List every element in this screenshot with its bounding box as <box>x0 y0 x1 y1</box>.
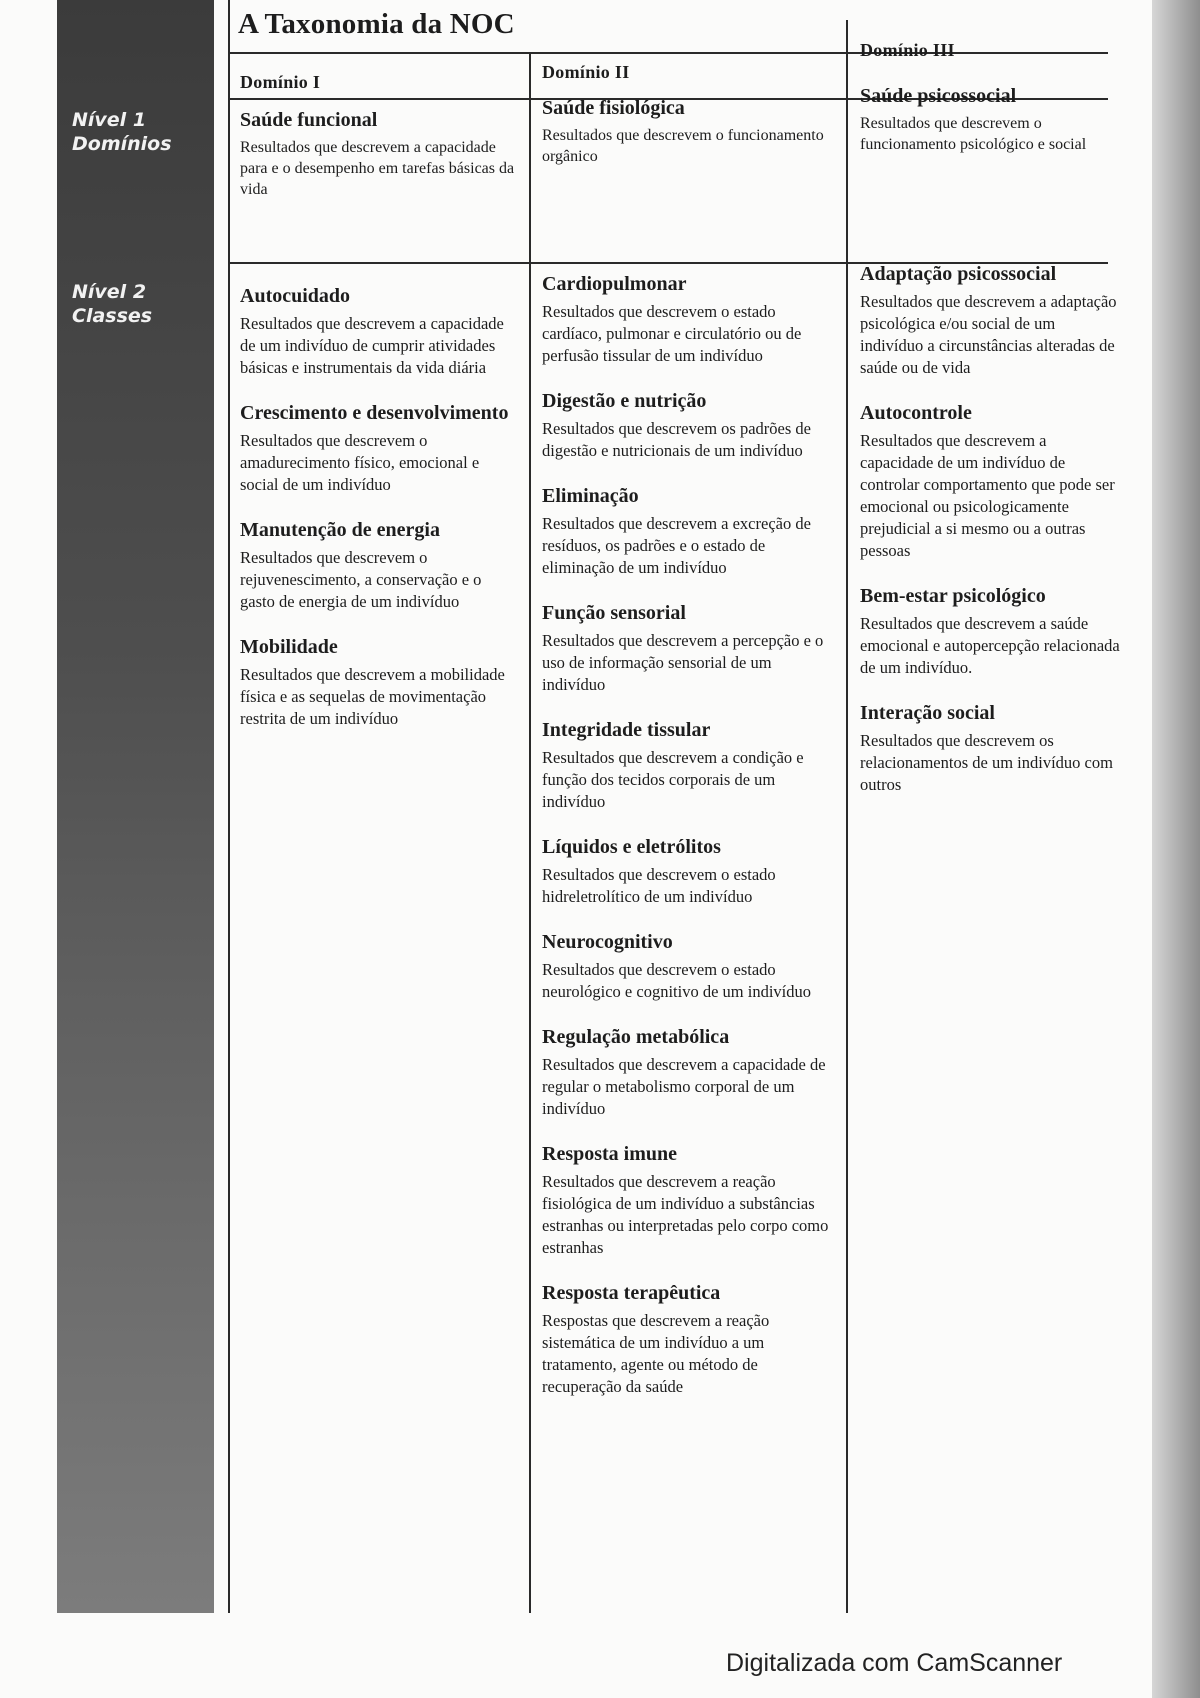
domain-2-header: Domínio II <box>542 62 630 82</box>
class-entry <box>240 284 518 379</box>
class-entry <box>542 601 834 696</box>
class-name: Regulação metabólica <box>542 1026 730 1048</box>
domain-1-name: Saúde funcional <box>240 109 378 131</box>
domain-2-classes <box>542 272 834 1420</box>
class-name: Autocontrole <box>860 402 972 424</box>
class-description: Resultados que descrevem o rejuvenescimento, a conservação e o gasto de energia de um indivíduo <box>240 548 482 611</box>
class-name: Manutenção de energia <box>240 519 440 541</box>
class-name: Autocuidado <box>240 285 351 307</box>
class-description: Resultados que descrevem o amadurecimento físico, emocional e social de um indivíduo <box>240 431 480 494</box>
class-entry <box>542 389 834 462</box>
taxonomy-table <box>228 0 1152 1613</box>
domain-1-cell <box>240 108 515 200</box>
level-1-number: Nível 1 <box>72 109 147 131</box>
page-title: A Taxonomia da NOC <box>238 8 515 40</box>
class-description: Resultados que descrevem o estado cardíaco, pulmonar e circulatório ou de perfusão tissular de um indivíduo <box>542 302 802 365</box>
page-edge-shadow <box>1152 0 1200 1698</box>
class-name: Interação social <box>860 702 995 724</box>
class-name: Integridade tissular <box>542 719 711 741</box>
class-description: Resultados que descrevem a reação fisiológica de um indivíduo a substâncias estranhas ou interpretadas pelo corpo como estranhas <box>542 1172 829 1257</box>
scanner-watermark: Digitalizada com CamScanner <box>726 1649 1063 1677</box>
class-name: Eliminação <box>542 485 639 507</box>
class-entry <box>240 401 518 496</box>
class-description: Resultados que descrevem a capacidade de um indivíduo de cumprir atividades básicas e instrumentais da vida diária <box>240 314 504 377</box>
domain-3-header: Domínio III <box>860 40 955 60</box>
domain-2-description: Resultados que descrevem o funcionamento orgânico <box>542 127 824 165</box>
class-description: Resultados que descrevem os padrões de digestão e nutricionais de um indivíduo <box>542 419 811 460</box>
class-entry <box>542 1281 834 1398</box>
class-entry <box>240 635 518 730</box>
class-entry <box>542 930 834 1003</box>
class-name: Crescimento e desenvolvimento <box>240 402 509 424</box>
class-entry <box>542 1025 834 1120</box>
column-divider-2 <box>846 20 848 1613</box>
level-1-label <box>72 108 172 156</box>
class-entry <box>860 262 1122 379</box>
column-divider-1 <box>529 52 531 1613</box>
class-description: Resultados que descrevem a mobilidade física e as sequelas de movimentação restrita de um indivíduo <box>240 665 505 728</box>
class-entry <box>542 1142 834 1259</box>
domain-3-name: Saúde psicossocial <box>860 85 1017 107</box>
class-entry <box>240 518 518 613</box>
class-description: Resultados que descrevem a percepção e o uso de informação sensorial de um indivíduo <box>542 631 824 694</box>
title-rule <box>228 52 1108 54</box>
class-description: Resultados que descrevem os relacionamentos de um indivíduo com outros <box>860 731 1113 794</box>
class-description: Resultados que descrevem a excreção de resíduos, os padrões e o estado de eliminação de um indivíduo <box>542 514 811 577</box>
domain-3-classes <box>860 262 1122 818</box>
class-description: Resultados que descrevem a condição e função dos tecidos corporais de um indivíduo <box>542 748 804 811</box>
domain-1-header: Domínio I <box>240 72 321 92</box>
class-name: Líquidos e eletrólitos <box>542 836 721 858</box>
class-entry <box>860 701 1122 796</box>
class-entry <box>542 718 834 813</box>
class-entry <box>542 484 834 579</box>
class-entry <box>542 835 834 908</box>
class-name: Cardiopulmonar <box>542 273 687 295</box>
domain-2-cell <box>542 96 832 167</box>
class-description: Resultados que descrevem a adaptação psicológica e/ou social de um indivíduo a circunstâncias alteradas de saúde ou de vida <box>860 292 1117 377</box>
class-name: Função sensorial <box>542 602 686 624</box>
class-name: Resposta terapêutica <box>542 1282 721 1304</box>
level-2-name: Classes <box>72 305 153 327</box>
class-name: Bem-estar psicológico <box>860 585 1046 607</box>
class-description: Resultados que descrevem a capacidade de regular o metabolismo corporal de um indivíduo <box>542 1055 826 1118</box>
level-2-number: Nível 2 <box>72 281 147 303</box>
class-entry <box>860 401 1122 562</box>
domain-1-description: Resultados que descrevem a capacidade para e o desempenho em tarefas básicas da vida <box>240 139 515 198</box>
class-name: Mobilidade <box>240 636 338 658</box>
class-entry <box>860 584 1122 679</box>
class-entry <box>542 272 834 367</box>
domain-2-name: Saúde fisiológica <box>542 97 685 119</box>
class-name: Adaptação psicossocial <box>860 263 1057 285</box>
class-description: Resultados que descrevem o estado neurológico e cognitivo de um indivíduo <box>542 960 811 1001</box>
class-description: Resultados que descrevem o estado hidreletrolítico de um indivíduo <box>542 865 776 906</box>
class-description: Respostas que descrevem a reação sistemática de um indivíduo a um tratamento, agente ou método de recuperação da saúde <box>542 1311 770 1396</box>
level-sidebar <box>57 0 214 1613</box>
class-description: Resultados que descrevem a capacidade de um indivíduo de controlar comportamento que pode ser emocional ou psicologicamente prejudicial a si mesmo ou a outras pessoas <box>860 431 1115 560</box>
level-1-name: Domínios <box>72 133 172 155</box>
class-name: Resposta imune <box>542 1143 678 1165</box>
class-name: Neurocognitivo <box>542 931 673 953</box>
level-2-label <box>72 280 152 328</box>
table-left-border <box>228 0 230 1613</box>
domain-3-cell <box>860 84 1120 155</box>
class-description: Resultados que descrevem a saúde emocional e autopercepção relacionada de um indivíduo. <box>860 614 1120 677</box>
class-name: Digestão e nutrição <box>542 390 707 412</box>
domain-1-classes <box>240 284 518 752</box>
domain-3-description: Resultados que descrevem o funcionamento psicológico e social <box>860 115 1087 153</box>
